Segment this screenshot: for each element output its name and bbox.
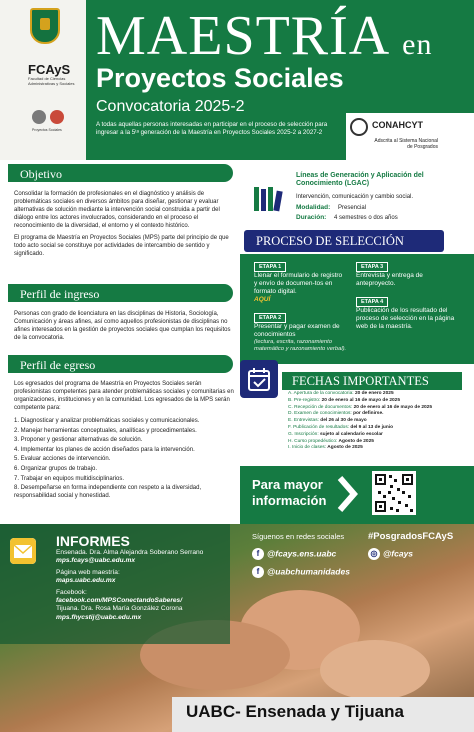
ingreso-heading: Perfil de ingreso bbox=[8, 284, 233, 302]
etapa-2-tag: ETAPA 2 bbox=[254, 313, 286, 323]
objetivo-paragraph-2: El programa de Maestría en Proyectos Sociales (MPS) parte del principio de que todo acto social se constituye por actividades de intercambio de sentido y significado. bbox=[14, 235, 229, 257]
program-logo-label: Proyectos Sociales bbox=[32, 128, 62, 132]
mas-info-line-1: Para mayor bbox=[252, 477, 323, 492]
fcays-logo-subtitle: Facultad de Ciencias Administrativas y Sociales bbox=[28, 76, 75, 86]
etapa-1-text: Llenar el formulario de registro y envío de documen-tos en formato digital. bbox=[254, 272, 343, 295]
facebook-link[interactable]: facebook.com/MPSConectandoSaberes/ bbox=[56, 597, 183, 605]
objetivo-heading: Objetivo bbox=[8, 164, 233, 182]
list-item: H. Curso propedéutico: Agosto de 2025 bbox=[288, 438, 374, 444]
egreso-heading: Perfil de egreso bbox=[8, 355, 233, 373]
etapa-3-tag: ETAPA 3 bbox=[356, 262, 388, 272]
list-item: I. Inicio de clases: Agosto de 2025 bbox=[288, 445, 363, 451]
proceso-heading: PROCESO DE SELECCIÓN bbox=[244, 230, 444, 252]
fechas-list bbox=[288, 391, 468, 452]
list-item: 2. Manejar herramientas conceptuales, analíticas y procedimentales. bbox=[14, 427, 197, 434]
conahcyt-subtitle: Adscrita al Sistema Nacional de Posgrados bbox=[374, 138, 438, 150]
email-tijuana-link[interactable]: mps.fhycstij@uabc.edu.mx bbox=[56, 613, 142, 621]
mas-info-text bbox=[252, 477, 326, 509]
facebook-ens-label: @fcays.ens.uabc bbox=[267, 548, 337, 559]
list-item: 7. Trabajar en equipos multidisciplinarios. bbox=[14, 475, 125, 482]
lgac-lines: Intervención, comunicación y cambio social. bbox=[296, 194, 414, 200]
facebook-hum-link[interactable] bbox=[252, 566, 350, 578]
program-logo-eye-icon bbox=[50, 110, 64, 124]
siguenos-label: Síguenos en redes sociales bbox=[252, 532, 345, 541]
list-item: E. Entrevistas: del 26 al 30 de mayo bbox=[288, 418, 367, 424]
list-item: 4. Implementar los planes de acción diseñados para la intervención. bbox=[14, 446, 195, 453]
conahcyt-name: CONAHCYT bbox=[372, 120, 423, 130]
etapa-3-text: Entrevista y entrega de anteproyecto. bbox=[356, 272, 423, 287]
etapa-4-text: Publicación de los resultado del proceso de selección en la página web de la maestría. bbox=[356, 307, 455, 330]
program-logo-circle-icon bbox=[32, 110, 46, 124]
hand-shape bbox=[320, 640, 430, 700]
lgac-title: Líneas de Generación y Aplicación del Conocimiento (LGAC) bbox=[296, 172, 424, 187]
etapa-2-text: Presentar y pagar examen de conocimientos bbox=[254, 323, 340, 338]
list-item: D. Examen de conocimientos: por definirse. bbox=[288, 411, 384, 417]
modalidad-value: Presencial bbox=[338, 205, 367, 211]
list-item: 6. Organizar grupos de trabajo. bbox=[14, 465, 98, 472]
fechas-heading: FECHAS IMPORTANTES bbox=[282, 372, 462, 390]
list-item: 5. Evaluar acciones de intervención. bbox=[14, 456, 111, 463]
etapa-2-detail: (lectura, escrita, razonamiento matemático y razonamiento verbal). bbox=[254, 339, 347, 352]
egreso-text: Los egresados del programa de Maestría en Proyectos Sociales serán profesionistas competentes para atender problemáticas sociales y comunitarias en organizaciones, instituciones y en la comunidad. Los egresados de la MPS serán competente para: bbox=[14, 381, 234, 411]
list-item: G. Inscripción: sujeto al calendario escolar bbox=[288, 431, 383, 437]
duracion-label: Duración: bbox=[296, 214, 327, 221]
calendar-icon bbox=[248, 367, 270, 391]
list-item: B. Pre-registro: 20 de enero al 16 de mayo de 2025 bbox=[288, 397, 400, 403]
hashtag: #PosgradosFCAyS bbox=[368, 531, 454, 542]
list-item: 3. Proponer y gestionar alternativas de solución. bbox=[14, 437, 143, 444]
conahcyt-logo-icon bbox=[350, 118, 368, 136]
instagram-icon: ◎ bbox=[368, 548, 380, 560]
list-item: F. Publicación de resultados: del 9 al 13 de junio bbox=[288, 424, 394, 430]
mail-icon bbox=[10, 538, 36, 564]
instagram-label: @fcays bbox=[383, 548, 414, 559]
books-icon bbox=[252, 185, 284, 213]
duracion-value: 4 semestres o dos años bbox=[334, 215, 398, 221]
ingreso-text: Personas con grado de licenciatura en las disciplinas de Historia, Sociología, Comunicación y áreas afines, así como aquellos profesionistas de disciplinas no afines interesados en la gestión de proyectos sociales que cumplan los requisitos de la convocatoria. bbox=[14, 311, 231, 341]
contact-ensenada: Ensenada. Dra. Alma Alejandra Soberano Serrano bbox=[56, 549, 204, 556]
chevron-right-icon bbox=[336, 474, 360, 514]
facebook-label: Facebook: bbox=[56, 588, 87, 596]
egreso-list bbox=[14, 417, 234, 502]
list-item: 8. Desempeñarse en forma independiente con respeto a la diversidad, responsabilidad social y honestidad. bbox=[14, 485, 202, 500]
etapa-4-tag: ETAPA 4 bbox=[356, 297, 388, 307]
registro-link[interactable]: AQUÍ bbox=[254, 296, 271, 303]
facebook-ens-link[interactable] bbox=[252, 548, 336, 560]
uabc-crest-icon bbox=[30, 8, 60, 44]
web-label: Página web maestría: bbox=[56, 568, 120, 576]
list-item: 1. Diagnosticar y analizar problemáticas sociales y comunicacionales. bbox=[14, 418, 200, 424]
web-link[interactable]: maps.uabc.edu.mx bbox=[56, 577, 116, 585]
informes-contacts bbox=[56, 549, 236, 622]
mas-info-line-2: información bbox=[252, 493, 327, 508]
instagram-link[interactable] bbox=[368, 548, 413, 560]
facebook-hum-label: @uabchumanidades bbox=[267, 566, 350, 577]
informes-heading: INFORMES bbox=[56, 533, 130, 549]
etapa-1-tag: ETAPA 1 bbox=[254, 262, 286, 272]
title-proyectos-sociales: Proyectos Sociales bbox=[96, 63, 344, 93]
fcays-logo: FCAyS bbox=[28, 62, 71, 77]
contact-tijuana: Tijuana. Dra. Rosa María González Corona bbox=[56, 605, 183, 613]
modalidad-label: Modalidad: bbox=[296, 204, 331, 211]
list-item: C. Recepción de documentos: 20 de enero al 16 de mayo de 2025 bbox=[288, 404, 432, 410]
intro-text: A todas aquellas personas interesadas en participar en el proceso de selección para ingresar a la 5ᵗᵃ generación de la Maestría en Proyectos Sociales 2025-2 a 2027-2 bbox=[96, 121, 328, 136]
qr-code-icon[interactable] bbox=[372, 471, 416, 515]
facebook-icon: f bbox=[252, 566, 264, 578]
list-item: A. Apertura de la convocatoria: 20 de enero 2025 bbox=[288, 391, 394, 396]
email-ensenada-link[interactable]: mps.fcays@uabc.edu.mx bbox=[56, 557, 135, 565]
footer-text: UABC- Ensenada y Tijuana bbox=[186, 702, 404, 721]
title-maestria: MAESTRÍA en bbox=[96, 5, 433, 67]
convocatoria-label: Convocatoria 2025-2 bbox=[96, 98, 245, 115]
facebook-icon: f bbox=[252, 548, 264, 560]
objetivo-text bbox=[14, 190, 234, 258]
objetivo-paragraph-1: Consolidar la formación de profesionales en el diagnóstico y análisis de problemáticas sociales en diversos ámbitos para diseñar, gestionar y evaluar alternativas de solución mediante la intervención social construida a partir del diálogo entre los actores involucrados, considerando en el proceso el reconocimiento de la diversidad, el entorno y el contexto histórico. bbox=[14, 191, 220, 229]
